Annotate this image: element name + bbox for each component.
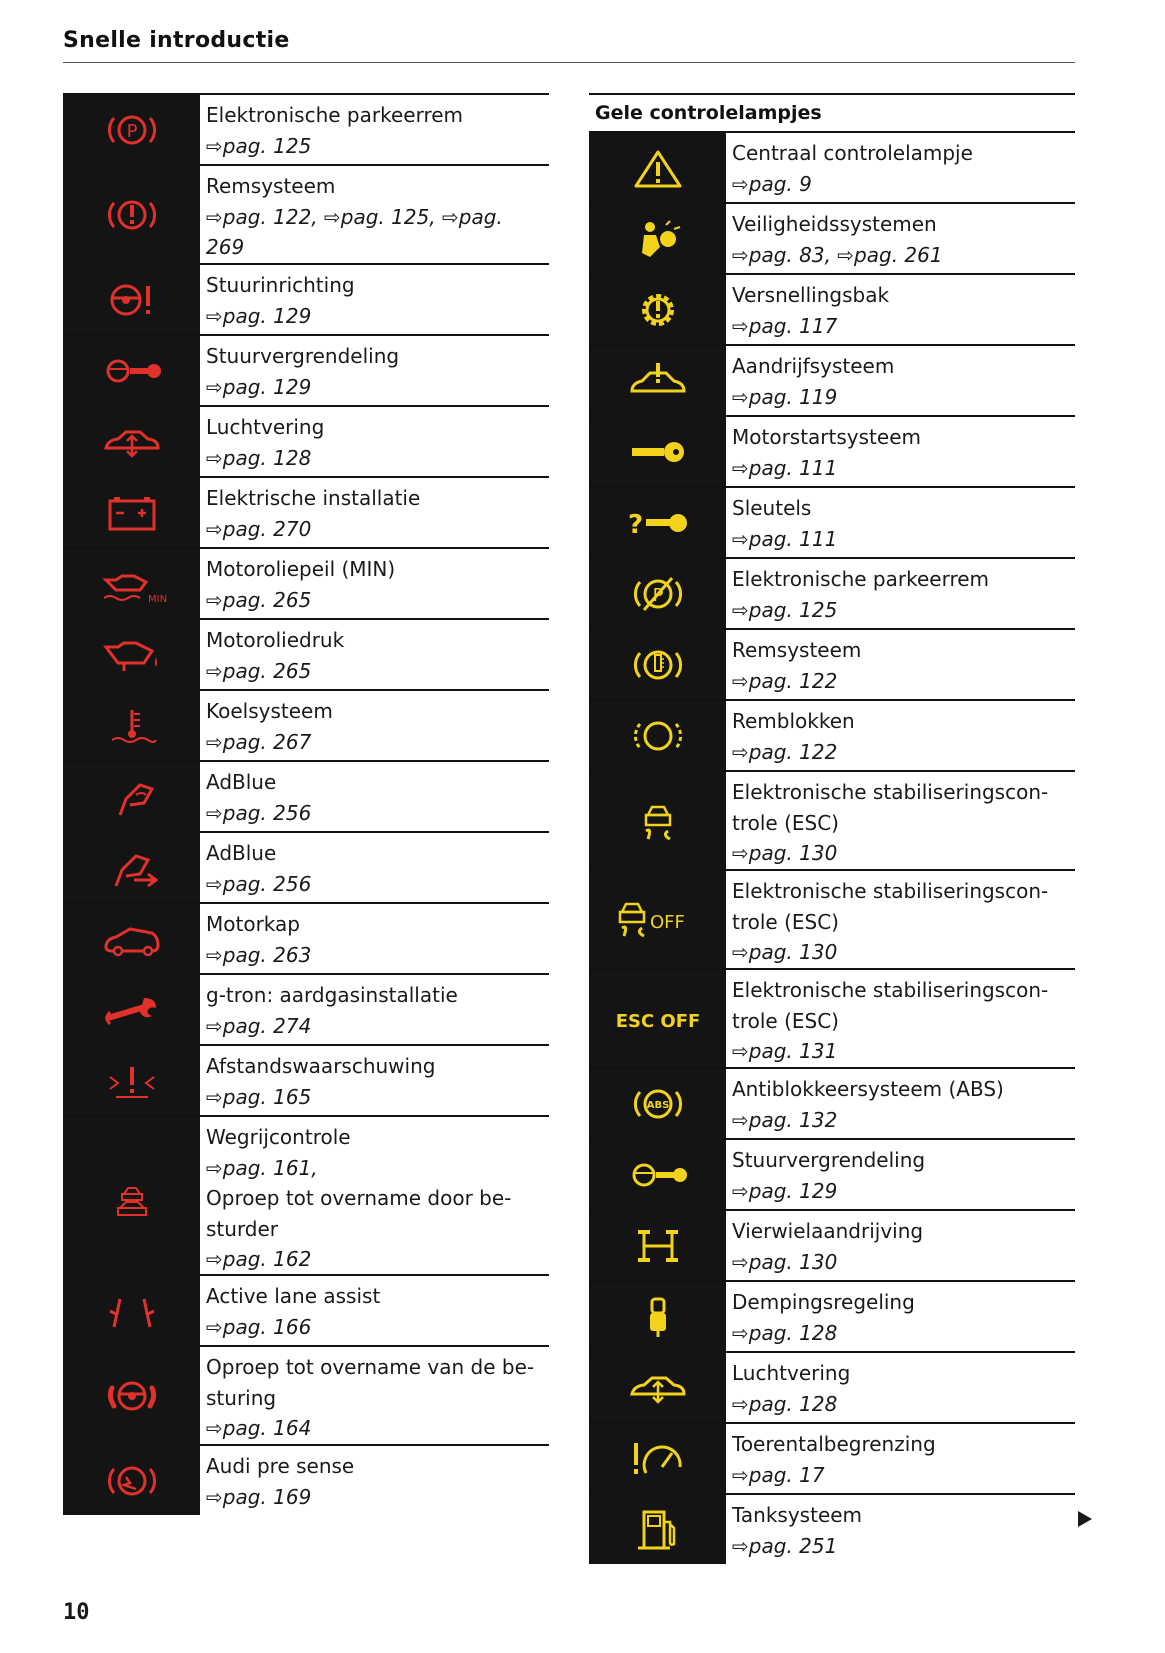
hood-red-icon [63, 904, 200, 973]
row-label: Luchtvering [206, 415, 325, 439]
table-row [63, 831, 549, 902]
table-row [63, 1345, 549, 1444]
row-label: Audi pre sense [206, 1454, 355, 1478]
brake-pads-yellow-icon [589, 701, 726, 770]
row-label: Motorstartsysteem [732, 425, 921, 449]
page-reference-link[interactable]: ⇨pag. 263 [206, 942, 312, 967]
row-description [726, 970, 1075, 1067]
table-row [63, 760, 549, 831]
oil-pressure-red-icon [63, 620, 200, 689]
esc-off-text-yellow-icon [589, 970, 726, 1067]
key-question-yellow-icon [589, 488, 726, 557]
page-reference-link[interactable]: ⇨pag. 125 [732, 597, 838, 622]
row-label: Remsysteem [732, 638, 862, 662]
row-description [200, 549, 549, 618]
row-label: Oproep tot overname door be- [206, 1186, 512, 1210]
svg-text:OFF: OFF [649, 911, 685, 933]
page-reference-link[interactable]: ⇨pag. 270 [206, 516, 312, 541]
yellow-warning-lights-table [589, 93, 1075, 1564]
svg-text:MIN: MIN [147, 593, 167, 605]
table-row [63, 263, 549, 334]
page-reference-link[interactable]: ⇨pag. 267 [206, 729, 312, 754]
row-description [200, 407, 549, 476]
table-row [589, 1209, 1075, 1280]
row-description [726, 133, 1075, 202]
svg-text:ESC OFF: ESC OFF [615, 1010, 700, 1032]
key-yellow-icon [589, 417, 726, 486]
table-row [589, 869, 1075, 968]
table-row [63, 689, 549, 760]
row-description [200, 265, 549, 334]
row-label: Elektronische parkeerrem [206, 103, 464, 127]
row-label: Afstandswaarschuwing [206, 1054, 436, 1078]
row-description [200, 336, 549, 405]
page-reference-link[interactable]: ⇨pag. 274 [206, 1013, 312, 1038]
pre-sense-red-icon [63, 1446, 200, 1515]
row-label: sturing [206, 1385, 277, 1410]
page-reference-link[interactable]: ⇨pag. 129 [732, 1178, 838, 1203]
cruise-control-red-icon [63, 1117, 200, 1274]
table-row [589, 202, 1075, 273]
row-description [200, 1046, 549, 1115]
steering-red-icon [63, 265, 200, 334]
row-label: Stuurvergrendeling [206, 344, 400, 368]
page-reference-link[interactable]: ⇨pag. 129 [206, 303, 312, 328]
row-description [726, 559, 1075, 628]
row-description [200, 975, 549, 1044]
damping-yellow-icon [589, 1282, 726, 1351]
page-reference-link[interactable]: ⇨pag. 265 [206, 658, 312, 683]
row-description [200, 762, 549, 831]
page-reference-link[interactable]: ⇨pag. 161, [206, 1155, 318, 1180]
row-description [726, 204, 1075, 273]
page-reference-link[interactable]: ⇨pag. 169 [206, 1484, 312, 1509]
page-reference-link[interactable]: ⇨pag. 166 [206, 1314, 312, 1339]
row-label: Sleutels [732, 496, 812, 520]
page-reference-link[interactable]: ⇨pag. 128 [206, 445, 312, 470]
row-label: Tanksysteem [732, 1503, 863, 1527]
page-reference-link[interactable]: ⇨pag. 251 [732, 1533, 838, 1558]
yellow-lights-heading: Gele controlelampjes [589, 93, 1075, 131]
esc-yellow-icon [589, 772, 726, 869]
page-reference-link[interactable]: ⇨pag. 117 [732, 313, 838, 338]
row-label: Veiligheidssystemen [732, 212, 937, 236]
row-label: Stuurvergrendeling [732, 1148, 926, 1172]
page-reference-link[interactable]: ⇨pag. 132 [732, 1107, 838, 1132]
row-label: g-tron: aardgasinstallatie [206, 983, 458, 1007]
row-label: Toerentalbegrenzing [732, 1432, 936, 1456]
table-row [63, 618, 549, 689]
table-row [589, 1351, 1075, 1422]
lane-assist-red-icon [63, 1276, 200, 1345]
row-description [726, 772, 1075, 869]
page-reference-link[interactable]: ⇨pag. 111 [732, 455, 838, 480]
adblue-red-icon [63, 762, 200, 831]
svg-text:?: ? [627, 509, 643, 540]
row-description [726, 1495, 1075, 1564]
page-reference-link[interactable]: ⇨pag. 122, ⇨pag. 125, ⇨pag. [206, 204, 503, 229]
row-description [200, 95, 549, 164]
table-row [589, 273, 1075, 344]
row-description [200, 166, 549, 263]
table-row [589, 1422, 1075, 1493]
table-row [589, 1067, 1075, 1138]
table-row [589, 628, 1075, 699]
row-label: Stuurinrichting [206, 273, 355, 297]
page-number: 10 [63, 1600, 90, 1625]
row-description [726, 275, 1075, 344]
row-description [200, 478, 549, 547]
four-wheel-drive-yellow-icon [589, 1211, 726, 1280]
table-row [63, 902, 549, 973]
row-label: Elektronische stabiliseringscon- [732, 879, 1049, 903]
wrench-red-icon [63, 975, 200, 1044]
page-reference-link[interactable]: ⇨pag. 9 [732, 171, 812, 196]
row-description [200, 1347, 549, 1444]
next-page-arrow-icon[interactable] [1078, 1511, 1092, 1527]
red-warning-lights-table [63, 93, 549, 1515]
row-label: Antiblokkeersysteem (ABS) [732, 1077, 1004, 1101]
row-description [726, 488, 1075, 557]
table-row [63, 334, 549, 405]
page-reference-link[interactable]: ⇨pag. 164 [206, 1416, 312, 1440]
page-reference-link[interactable]: ⇨pag. 256 [206, 800, 312, 825]
table-row [63, 476, 549, 547]
adblue-fault-red-icon [63, 833, 200, 902]
row-label: Elektronische parkeerrem [732, 567, 990, 591]
table-row [589, 1138, 1075, 1209]
svg-text:P: P [652, 584, 663, 606]
page-reference-link[interactable]: ⇨pag. 17 [732, 1462, 825, 1487]
page-reference-link[interactable]: ⇨pag. 265 [206, 587, 312, 612]
row-label: Remsysteem [206, 174, 336, 198]
page-reference-link[interactable]: ⇨pag. 130 [732, 1249, 838, 1274]
table-row [589, 1493, 1075, 1564]
row-label: AdBlue [206, 841, 277, 865]
row-label: sturder [206, 1216, 279, 1241]
page-reference-link[interactable]: 269 [206, 235, 245, 259]
distance-warning-red-icon [63, 1046, 200, 1115]
battery-red-icon [63, 478, 200, 547]
table-row [589, 557, 1075, 628]
air-suspension-red-icon [63, 407, 200, 476]
row-label: trole (ESC) [732, 810, 839, 835]
table-row [63, 973, 549, 1044]
table-row [589, 770, 1075, 869]
row-description [200, 904, 549, 973]
table-row [589, 131, 1075, 202]
table-row [589, 968, 1075, 1067]
parking-brake-red-icon [63, 95, 200, 164]
page-reference-link[interactable]: ⇨pag. 162 [206, 1247, 312, 1271]
svg-text:ABS: ABS [646, 1099, 669, 1111]
page-reference-link[interactable]: ⇨pag. 122 [732, 668, 838, 693]
page-reference-link[interactable]: ⇨pag. 131 [732, 1039, 838, 1063]
row-description [726, 701, 1075, 770]
row-label: Aandrijfsysteem [732, 354, 895, 378]
row-label: Elektrische installatie [206, 486, 421, 510]
parking-brake-yellow-icon [589, 559, 726, 628]
row-label: Motoroliedruk [206, 628, 345, 652]
row-label: Motoroliepeil (MIN) [206, 557, 396, 581]
row-description [200, 620, 549, 689]
row-label: Versnellingsbak [732, 283, 890, 307]
takeover-red-icon [63, 1347, 200, 1444]
row-description [726, 1424, 1075, 1493]
row-description [200, 1117, 549, 1274]
table-row [589, 486, 1075, 557]
row-description [726, 1211, 1075, 1280]
abs-yellow-icon [589, 1069, 726, 1138]
table-row [63, 405, 549, 476]
svg-text:P: P [126, 120, 137, 142]
page-reference-link[interactable]: ⇨pag. 128 [732, 1391, 838, 1416]
table-row [63, 1444, 549, 1515]
transmission-yellow-icon [589, 275, 726, 344]
rpm-limit-yellow-icon [589, 1424, 726, 1493]
row-label: Elektronische stabiliseringscon- [732, 780, 1049, 804]
row-label: Centraal controlelampje [732, 141, 973, 165]
page-reference-link[interactable]: ⇨pag. 111 [732, 526, 838, 551]
row-label: Elektronische stabiliseringscon- [732, 978, 1049, 1002]
steering-lock-yellow-icon [589, 1140, 726, 1209]
page-reference-link[interactable]: ⇨pag. 130 [732, 940, 838, 964]
row-description [726, 417, 1075, 486]
table-row [63, 1115, 549, 1274]
esc-off-yellow-icon [589, 871, 726, 968]
row-description [726, 1282, 1075, 1351]
row-description [200, 691, 549, 760]
row-label: Oproep tot overname van de be- [206, 1355, 535, 1379]
row-label: Luchtvering [732, 1361, 851, 1385]
row-description [726, 1353, 1075, 1422]
row-label: trole (ESC) [732, 909, 839, 934]
page-reference-link[interactable]: ⇨pag. 129 [206, 374, 312, 399]
page-reference-link[interactable]: ⇨pag. 125 [206, 133, 312, 158]
page-reference-link[interactable]: ⇨pag. 83, ⇨pag. 261 [732, 242, 943, 267]
row-label: Vierwielaandrijving [732, 1219, 924, 1243]
row-description [726, 1069, 1075, 1138]
row-description [200, 1276, 549, 1345]
brake-system-red-icon [63, 166, 200, 263]
warning-triangle-yellow-icon [589, 133, 726, 202]
row-description [726, 630, 1075, 699]
row-description [726, 346, 1075, 415]
page-reference-link[interactable]: ⇨pag. 122 [732, 739, 838, 764]
drive-system-yellow-icon [589, 346, 726, 415]
row-label: Dempingsregeling [732, 1290, 915, 1314]
table-row [63, 93, 549, 164]
row-description [726, 1140, 1075, 1209]
page-title: Snelle introductie [63, 28, 290, 53]
page-reference-link[interactable]: ⇨pag. 119 [732, 384, 838, 409]
page-reference-link[interactable]: ⇨pag. 165 [206, 1084, 312, 1109]
row-description [726, 871, 1075, 968]
steering-lock-red-icon [63, 336, 200, 405]
air-suspension-yellow-icon [589, 1353, 726, 1422]
table-row [63, 1274, 549, 1345]
row-label: Motorkap [206, 912, 300, 936]
table-row [63, 547, 549, 618]
header-divider [63, 62, 1075, 63]
row-label: Remblokken [732, 709, 855, 733]
row-label: Koelsysteem [206, 699, 333, 723]
table-row [589, 344, 1075, 415]
row-label: Wegrijcontrole [206, 1125, 351, 1149]
table-row [589, 415, 1075, 486]
airbag-yellow-icon [589, 204, 726, 273]
brake-yellow-icon [589, 630, 726, 699]
coolant-red-icon [63, 691, 200, 760]
row-description [200, 1446, 549, 1515]
page-reference-link[interactable]: ⇨pag. 256 [206, 871, 312, 896]
row-label: trole (ESC) [732, 1008, 839, 1033]
table-row [589, 1280, 1075, 1351]
row-description [200, 833, 549, 902]
row-label: Active lane assist [206, 1284, 381, 1308]
table-row [63, 164, 549, 263]
page-reference-link[interactable]: ⇨pag. 130 [732, 841, 838, 865]
page-reference-link[interactable]: ⇨pag. 128 [732, 1320, 838, 1345]
table-row [63, 1044, 549, 1115]
table-row [589, 699, 1075, 770]
oil-level-red-icon [63, 549, 200, 618]
row-label: AdBlue [206, 770, 277, 794]
fuel-yellow-icon [589, 1495, 726, 1564]
